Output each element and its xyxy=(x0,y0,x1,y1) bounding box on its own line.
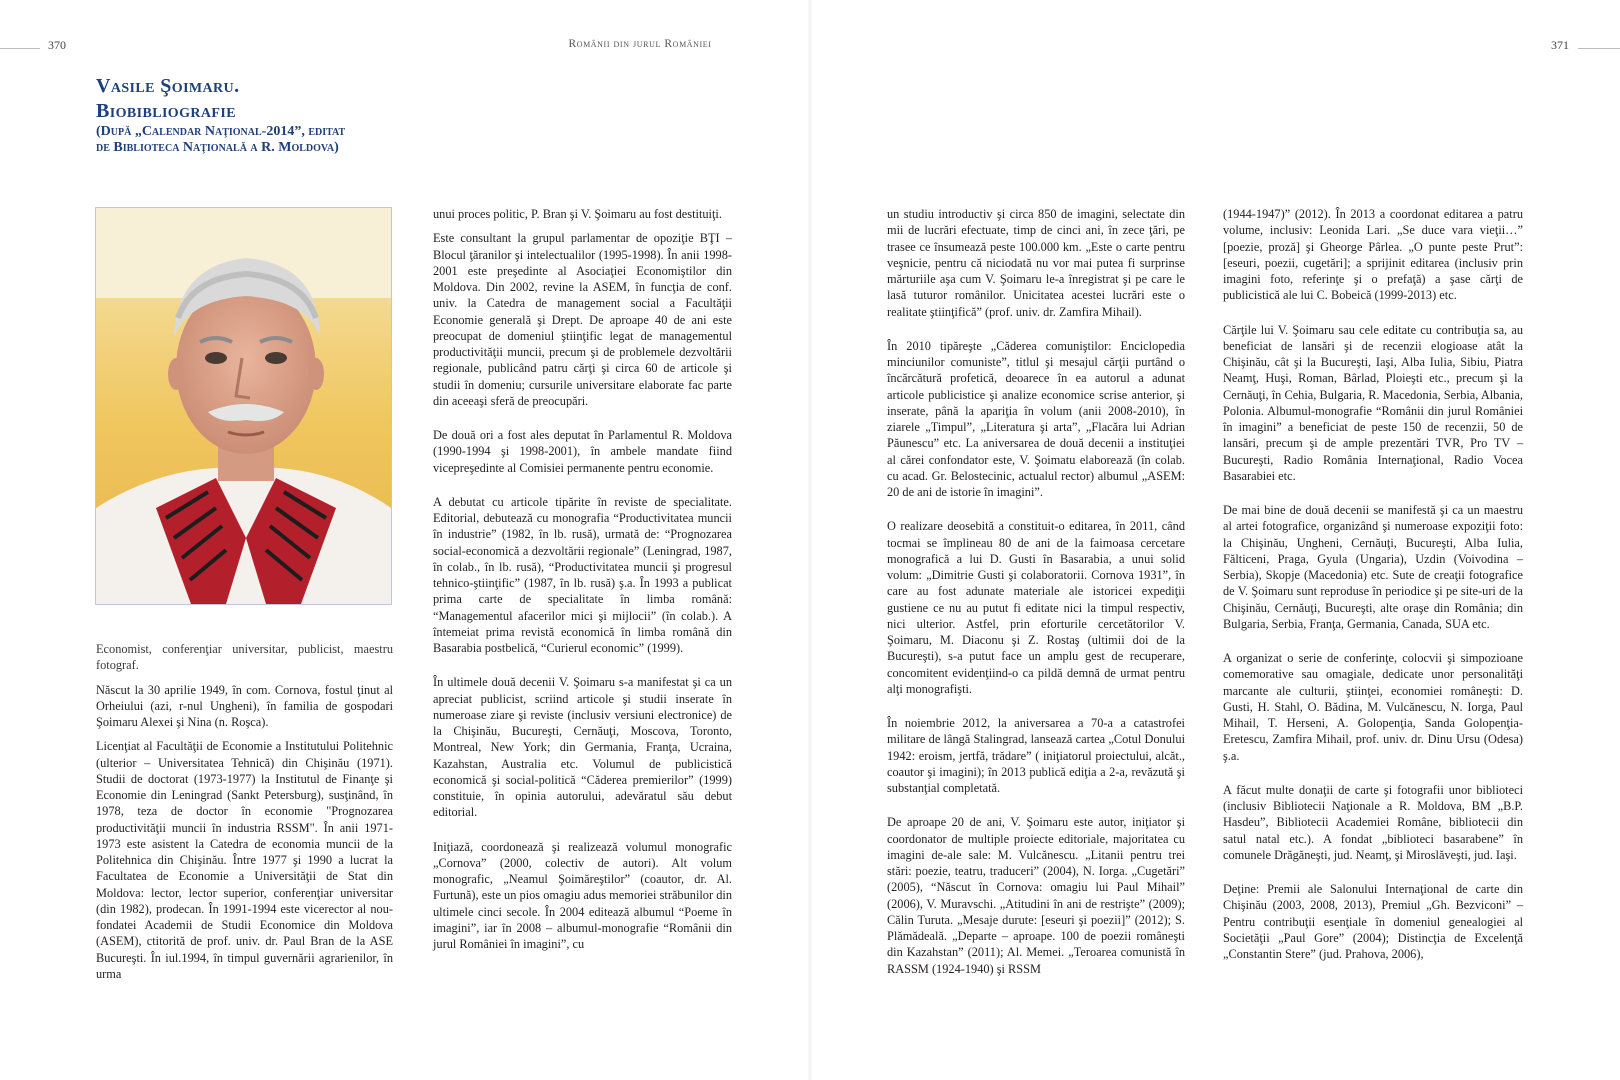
text-column-4 xyxy=(1223,206,1523,970)
paragraph: În noiembrie 2012, la aniversarea a 70-a a catastrofei militare de lângă Stalingrad, lansează cartea „Cotul Donului 1942: eroism, jertfă, trădare” ( iniţiatorul proiectului, alcăt., coautor şi imagini); în 2013 publică ediţia a 2-a, revăzută şi substanţial completată. xyxy=(887,716,1185,795)
paragraph: Cărţile lui V. Şoimaru sau cele editate cu contribuţia sa, au beneficiat de lansări şi de recenzii elogioase atât la Chişinău, cât şi la Bucureşti, Iaşi, Alba Iulia, Sibiu, Piatra Neamţ, Huşi, Roman, Bârlad, Ploieşti etc., precum şi la Cernăuţi, în Cehia, Bulgaria, R. Macedonia, Serbia, Albania, Polonia. Albumul-monografie “Românii din jurul României în imagini” a beneficiat de peste 150 de recenzii, 50 de lansări, precum şi de ample prezentări TVR, Pro TV – Bucureşti, Radio România Internaţional, Radio Vocea Basarabiei etc. xyxy=(1223,322,1523,483)
title-line-2: Biobibliografie xyxy=(96,100,236,122)
portrait-illustration xyxy=(96,208,391,604)
paragraph: Iniţiază, coordonează şi realizează volumul monografic „Cornova” (2000, colectiv de autori). Alt volum monografic, „Neamul Şoimăreştilor” (coautor, dr. Al. Furtună), este un pios omagiu adus memoriei străbunilor din ultimele cinci secole. În 2004 editează albumul “Poeme în imagini”, iar în 2008 – albumul-monografie “Românii din jurul României în imagini”, cu xyxy=(433,839,732,951)
paragraph: A organizat o serie de conferinţe, colocvii şi simpozioane comemorative sau omagiale, dedicate unor personalităţi marcante ale culturii, ştiinţei, economiei româneşti: D. Gusti, H. Stahl, O. Bădina, M. Vulcănescu, N. Iorga, Paul Mihail, T. Herseni, A. Golopenţia, Sanda Golopenţia-Eretescu, Zamfira Mihail, prof. univ. dr. Dinu Ursu (Odesa) ş.a. xyxy=(1223,651,1523,763)
title-line-3: (După „Calendar Naţional-2014”, editat xyxy=(96,124,346,139)
header-rule-right xyxy=(1578,48,1620,49)
text-column-2 xyxy=(433,206,732,960)
paragraph: Născut la 30 aprilie 1949, în com. Cornova, fostul ţinut al Orheiului (azi, r-nul Ungheni), în familia de gospodari Şoimaru Alexei şi Nina (n. Roşca). xyxy=(96,682,393,729)
article-title xyxy=(96,74,426,156)
text-column-1 xyxy=(96,641,393,990)
paragraph: De două ori a fost ales deputat în Parlamentul R. Moldova (1990-1994 şi 1998-2001), în ambele mandate fiind vicepreşedinte al Comisiei permanente pentru economie. xyxy=(433,428,732,475)
paragraph: De mai bine de două decenii se manifestă şi ca un maestru al artei fotografice, organizând şi numeroase expoziţii foto: la Chişinău, Ungheni, Cernăuţi, Bucureşti, Alba Iulia, Fălticeni, Praga, Gyula (Ungaria), Uzdin (Voivodina – Serbia), Skopje (Macedonia) etc. Sute de creaţii fotografice de V. Şoimaru sunt reproduse în periodice şi pe site-uri de la Chişinău, Cernăuţi, Bucureşti, alte oraşe din România; din Bulgaria, Serbia, Franţa, Germania, Canada, SUA etc. xyxy=(1223,503,1523,631)
book-gutter xyxy=(808,0,812,1080)
header-rule-left xyxy=(0,48,40,49)
page-number-right: 371 xyxy=(1551,38,1569,52)
running-title: Românii din jurul României xyxy=(568,38,712,50)
paragraph: Licenţiat al Facultăţii de Economie a Institutului Politehnic (ulterior – Universitatea Tehnică) din Chişinău (1971). Studii de doctorat (1973-1977) la Institutul de Finanţe şi Economie din Leningrad (Sankt Petersburg), susţinând, în 1978, teza de doctor în economie "Prognozarea productivităţii muncii în industria RSSM". În anii 1971-1973 este asistent la Catedra de economia muncii de la Politehnica din Chişinău. Între 1977 şi 1990 a lucrat la Facultatea de Economie a Universităţii de Stat din Moldova: lector, lector superior, conferenţiar universitar (din 1982), prodecan. În 1991-1994 este vicerector al nou-fondatei Academii de Studii Economice din Moldova (ASEM), ctitorită de prof. univ. dr. Paul Bran de la ASE Bucureşti. În iul.1994, în timpul guvernării agrarienilor, în urma xyxy=(96,739,393,981)
paragraph: A debutat cu articole tipărite în reviste de specialitate. Editorial, debutează cu monografia “Productivitatea muncii în industrie” (1982, în lb. rusă), urmată de: “Prognozarea social-economică a dezvoltării regionale” (Leningrad, 1987, în colab., în lb. rusă), “Productivitatea muncii şi progresul tehnico-ştiinţific” (1987, în lb. rusă) ş.a. În 1993 a publicat prima carte de specialitate în limba română: “Managementul afacerilor mici şi mijlocii” (în colab.). A întemeiat prima revistă economică în limba română din Basarabia postbelică, “Curierul economic” (1999). xyxy=(433,494,732,655)
paragraph: (1944-1947)” (2012). În 2013 a coordonat editarea a patru volume, inclusiv: Leonida Lari. „Se duce vara vieţii…” [poezie, proză] şi Gheorge Pârlea. „O punte peste Prut”: [eseuri, poezii, cugetări]; a sprijinit editarea (inclusiv prin imagini foto, referinţe şi o prefaţă) a şase cărţi de publicistică ale lui C. Bobeică (1999-2013) etc. xyxy=(1223,207,1523,303)
page-number-left: 370 xyxy=(48,38,66,52)
paragraph: În ultimele două decenii V. Şoimaru s-a manifestat şi ca un apreciat publicist, scriind articole şi studii inserate în numeroase ziare şi reviste (inclusiv versiuni electronice) de la Chişinău, Bucureşti, Cernăuţi, Moscova, Toronto, Montreal, New York; din Germania, Franţa, Ucraina, Kazahstan, Australia etc. Volumul de publicistică economică şi social-politică “Căderea premierilor” (1999) constituie, în opinia autorului, adevăratul său debut editorial. xyxy=(433,675,732,820)
paragraph: A făcut multe donaţii de carte şi fotografii unor biblioteci (inclusiv Bibliotecii Naţionale a R. Moldova, BM „B.P. Hasdeu”, Bibliotecii Academiei Române, bibliotecii din satul natal etc.). A fondat „biblioteci basarabene” în comunele Drăgăneşti, jud. Neamţ, şi Miroslăveşti, jud. Iaşi. xyxy=(1223,782,1523,862)
paragraph: De aproape 20 de ani, V. Şoimaru este autor, iniţiator şi coordonator de multiple proiecte editoriale, majoritatea cu imagini de-ale sale: M. Vulcănescu. „Litanii pentru trei stări: poezie, teatru, traduceri” (2004), N. Iorga. „Cugetări” (2005), “Născut în Cornova: omagiu lui Paul Mihail” (2006), V. Muravschi. „Atitudini în ani de restrişte” (2009); Călin Turuta. „Mesaje durute: [eseuri şi poezii]” (2012); S. Plămădeală. „Departe – aproape. 100 de poezii româneşti din Kazahstan” (2011); Al. Memei. „Teroarea comunistă în RASSM (1924-1940) şi RSSM xyxy=(887,815,1185,976)
paragraph: O realizare deosebită a constituit-o editarea, în 2011, când tocmai se împlineau 80 de ani de la faimoasa cercetare monografică a lui D. Gusti în Basarabia, a unui solid volum: „Dimitrie Gusti şi colaboratorii. Cornova 1931”, în care au fost adunate materiale ale istoricei expediţii gustiene ce nu au putut fi editate nici la timpul respectiv, nici ulterior. Astfel, prin eforturile cercetătorilor V. Şoimaru, M. Diaconu şi Z. Rostaş (ultimii doi de la Bucureşti), s-a putut face un amplu gest de recuperare, concomitent evidenţiind-o ca pildă demnă de urmat pentru alţi monografişti. xyxy=(887,519,1185,696)
paragraph: Este consultant la grupul parlamentar de opoziţie BŢI – Blocul ţăranilor şi intelectualilor (1995-1998). În anii 1998-2001 este preşedinte al Asociaţiei Economiştilor din Moldova. Din 2002, revine la ASEM, în funcţia de conf. univ. la Catedra de management social a Facultăţii Economie generală şi Drept. De aproape 40 de ani este preocupat de domeniul ştiinţific legat de managementul productivităţii muncii, precum şi de problemele dezvoltării regionale, publicând patru cărţi şi circa 60 de articole şi studii în domeniu; cursurile universitare elaborate fac parte din aceeaşi sferă de preocupări. xyxy=(433,231,732,408)
paragraph: În 2010 tipăreşte „Căderea comuniştilor: Enciclopedia minciunilor comuniste”, titlul şi mesajul cărţii purtând o încărcătură profetică, deoarece în ea autorul a adunat articole publicistice şi analize economice scrise anterior, şi inserate, până la apariţia în volum (anii 2008-2010), în ziarele „Timpul”, „Literatura şi arta”, „Flacăra lui Adrian Păunescu” etc. La aniversarea de două decenii a instituţiei al cărei confondator este, V. Şoimatu elaborează (în colab. cu acad. Gr. Belostecinic, actualul rector) albumul „ASEM: 20 de ani de istorie în imagini”. xyxy=(887,338,1185,499)
paragraph: unui proces politic, P. Bran şi V. Şoimaru au fost destituiţi. xyxy=(433,207,722,221)
text-column-3 xyxy=(887,206,1185,985)
paragraph: un studiu introductiv şi circa 850 de imagini, selectate din mii de lucrări efectuate, timp de cinci ani, în zece ţări, pe trasee ce însumează peste 100.000 km. „Este o carte pentru veşnicie, pentru că niciodată nu vor mai putea fi surprinse mărturiile aşa cum V. Şoimaru le-a înregistrat şi pe care le lasă tuturor românilor. Unicitatea acestei lucrări este o realitate ştiinţifică” (prof. univ. dr. Zamfira Mihail). xyxy=(887,207,1185,319)
portrait-photo xyxy=(95,207,392,605)
paragraph: Deţine: Premii ale Salonului Internaţional de carte din Chişinău (2003, 2008, 2013), Premiul „Gh. Bezviconi” – Pentru contribuţii esenţiale în domeniul genealogiei al Societăţii „Paul Gore” (2004); Distincţia de Excelenţă „Constantin Stere” (jud. Prahova, 2006), xyxy=(1223,882,1523,961)
paragraph: Economist, conferenţiar universitar, publicist, maestru fotograf. xyxy=(96,642,393,673)
title-line-1: Vasile Şoimaru. xyxy=(96,75,240,97)
title-line-4: de Biblioteca Naţională a R. Moldova) xyxy=(96,140,339,155)
